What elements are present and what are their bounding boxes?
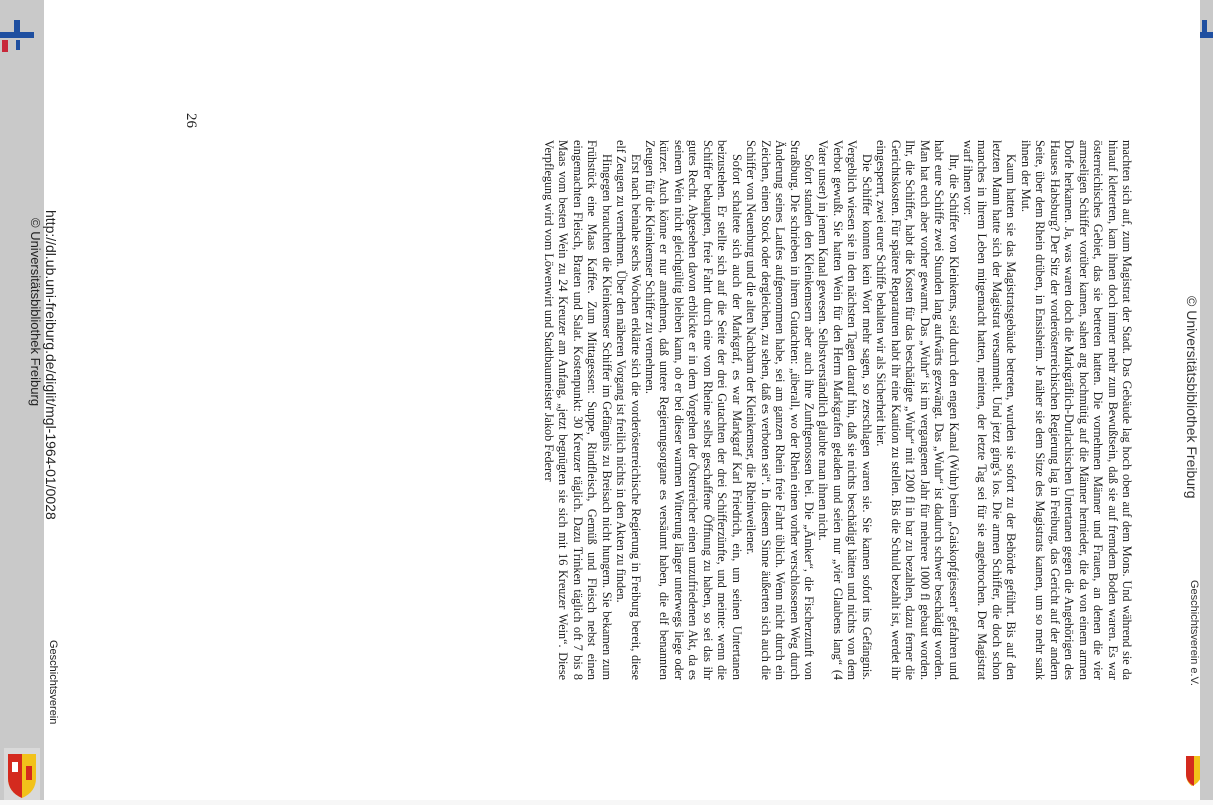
paragraph: Sofort schaltete sich auch der Markgraf, es war Markgraf Karl Friedrich, ein, um seinen Untertanen beizustehen. Er stellte sich auf die Seite der drei Gutachten der drei Schifferzünfte, und meinte: wenn die Schiffer behaupten, freie Fahrt durch eine vom Rheine selbst geschaffene Öffnung zu haben, so sei das ihr gutes Recht. Abgesehen davon erblickte er in dem Vorgehen der Österreicher einen unzufriedenen Akt, da es seinem Wein nicht gleichgültig bleiben kann, ob er bei dieser warmen Witterung länger unterwegs liege oder kürzer. Auch könne er nur annehmen, daß untere Regierungsorgane es versäumt haben, die elf benannten Zeugen für die Kleinkemser Schiffer zu vernehmen.: [643, 140, 744, 680]
document-page: [28, 0, 1200, 800]
footer-url[interactable]: http://dl.ub.uni-freiburg.de/diglit/mgl-1964-01/0028: [43, 210, 59, 520]
paragraph: Erst nach beinahe sechs Wochen erklärte sich die vorderösterreichische Regierung in Freiburg bereit, diese elf Zeugen zu vernehmen. Über den näheren Vorgang ist freilich nichts in den Akten zu finden.: [614, 140, 643, 680]
right-viewer-margin: [1200, 0, 1213, 800]
paragraph: machten sich auf, zum Magistrat der Stadt. Das Gebäude lag hoch oben auf dem Mons. Und während sie da hinauf kletterten, kam ihnen doch immer mehr zum Bewußtsein, daß sie auf fremdem Boden waren. Es war österreichisches Gebiet, das sie betreten hatten. Die vornehmen Männer und Frauen, an denen die vier armseligen Schiffer vorüber kamen, sahen arg hochmütig auf die Männer hernieder, die da von einem armen Dorfe herkamen. Ja, was waren doch die Markgräflich-Durlachischen Untertanen gegen die Angehörigen des Hauses Habsburg? Der Sitz der vorderösterreichischen Regierung lag in Freiburg, das Gericht auf der andern Seite, über dem Rhein drüben, in Ensisheim. Je näher sie dem Sitze des Magistrats kamen, um so mehr sank ihnen der Mut.: [1018, 140, 1134, 680]
footer-copyright: © Universitätsbibliothek Freiburg: [28, 218, 43, 407]
header-society-partial: Geschichtsverein e.V.: [1188, 580, 1200, 686]
library-logo-icon: [1200, 18, 1213, 58]
paragraph: Die Schiffer konnten kein Wort mehr sagen, so zerschlagen waren sie. Sie kamen sofort ins Gefängnis. Vergeblich wiesen sie in den nächsten Tagen darauf hin, daß sie nichts beschädigt hätten und nichts von dem Verbot gewußt. Sie hatten Wein für den Herrn Markgrafen geladen und seien nur „vier Glaubens lang“ (4 Vater unser) in jenem Kanal gewesen. Selbstverständlich glaubte man ihnen nicht.: [816, 140, 874, 680]
footer-society: Geschichtsverein: [47, 640, 59, 725]
paragraph: Ihr, die Schiffer von Kleinkems, seid durch den engen Kanal (Wuhr) beim „Gaiskopfgiessen“ gefahren und habt eure Schiffe zwei Stunden lang aufwärts gezwängt. Das „Wuhr“ ist dadurch schwer beschädigt worden. Man hat euch aber vorher gewarnt. Das „Wuhr“ ist im vergangenen Jahr für mehrere 1000 fl gebaut worden. Ihr, die Schiffer, habt die Kosten für das beschädigte „Wuhr“ mit 1200 fl in bar zu bezahlen, dazu ferner die Gerichtskosten. Für spätere Reparaturen habt ihr eine Kaution zu stellen. Bis die Schuld bezahlt ist, werdet ihr eingesperrt, zwei eurer Schiffe behalten wir als Sicherheit hier.: [874, 140, 961, 680]
library-logo-icon: [0, 18, 36, 54]
paragraph: Hingegen brauchten die Kleinkemser Schiffer im Gefängnis zu Breisach nicht hungern. Sie bekamen zum Frühstück eine Maas Kaffee. Zum Mittagessen: Suppe, Rindfleisch, Gemüß und Fleisch nebst einen eingemachten Fleisch, Braten und Salat. Kostenpunkt: 30 Kreuzer täglich. Dazu Trinken täglich oft 7 bis 8 Maas vom besten Wein zu 24 Kreuzer am Anfang, „jetzt begnügten sie sich mit 16 Kreuzer Wein“. Diese Verpflegung wird vom Löwenwirt und Stadtbaumeister Jakob Federer: [541, 140, 614, 680]
body-text: [254, 140, 1134, 680]
header-copyright-partial: © Universitätsbibliothek Freiburg: [1184, 296, 1200, 499]
paragraph: Sofort standen den Kleinkemsern aber auch ihre Zunftgenossen bei. Die „Ämker“, die Fischerzunft von Straßburg. Die schrieben in ihrem Gutachten: „überall, wo der Rhein einen vorher verschlossenen Weg durch Änderung seines Laufes aufgenommen habe, sei am ganzen Rhein freie Fahrt üblich. Wenn nicht durch ein Zeichen, einen Stock oder dergleichen, zu sehen, daß es verboten sei“. In diesem Sinne äußerten sich auch die Schiffer von Neuenburg und die alten Nachbarn der Kleinkemser, die Rheinweilener.: [744, 140, 817, 680]
paragraph: Kaum hatten sie das Magistratsgebäude betreten, wurden sie sofort zu der Behörde geführt. Bis auf den letzten Mann hatte sich der Magistrat versammelt. Und jetzt ging's los. Die armen Schiffer, die doch schon manches in ihrem Leben mitgemacht hatten, meinten, der letzte Tag sei für sie angebrochen. Der Magistrat warf ihnen vor:: [961, 140, 1019, 680]
coat-of-arms-icon: [4, 748, 40, 800]
page-number: 26: [183, 113, 199, 128]
